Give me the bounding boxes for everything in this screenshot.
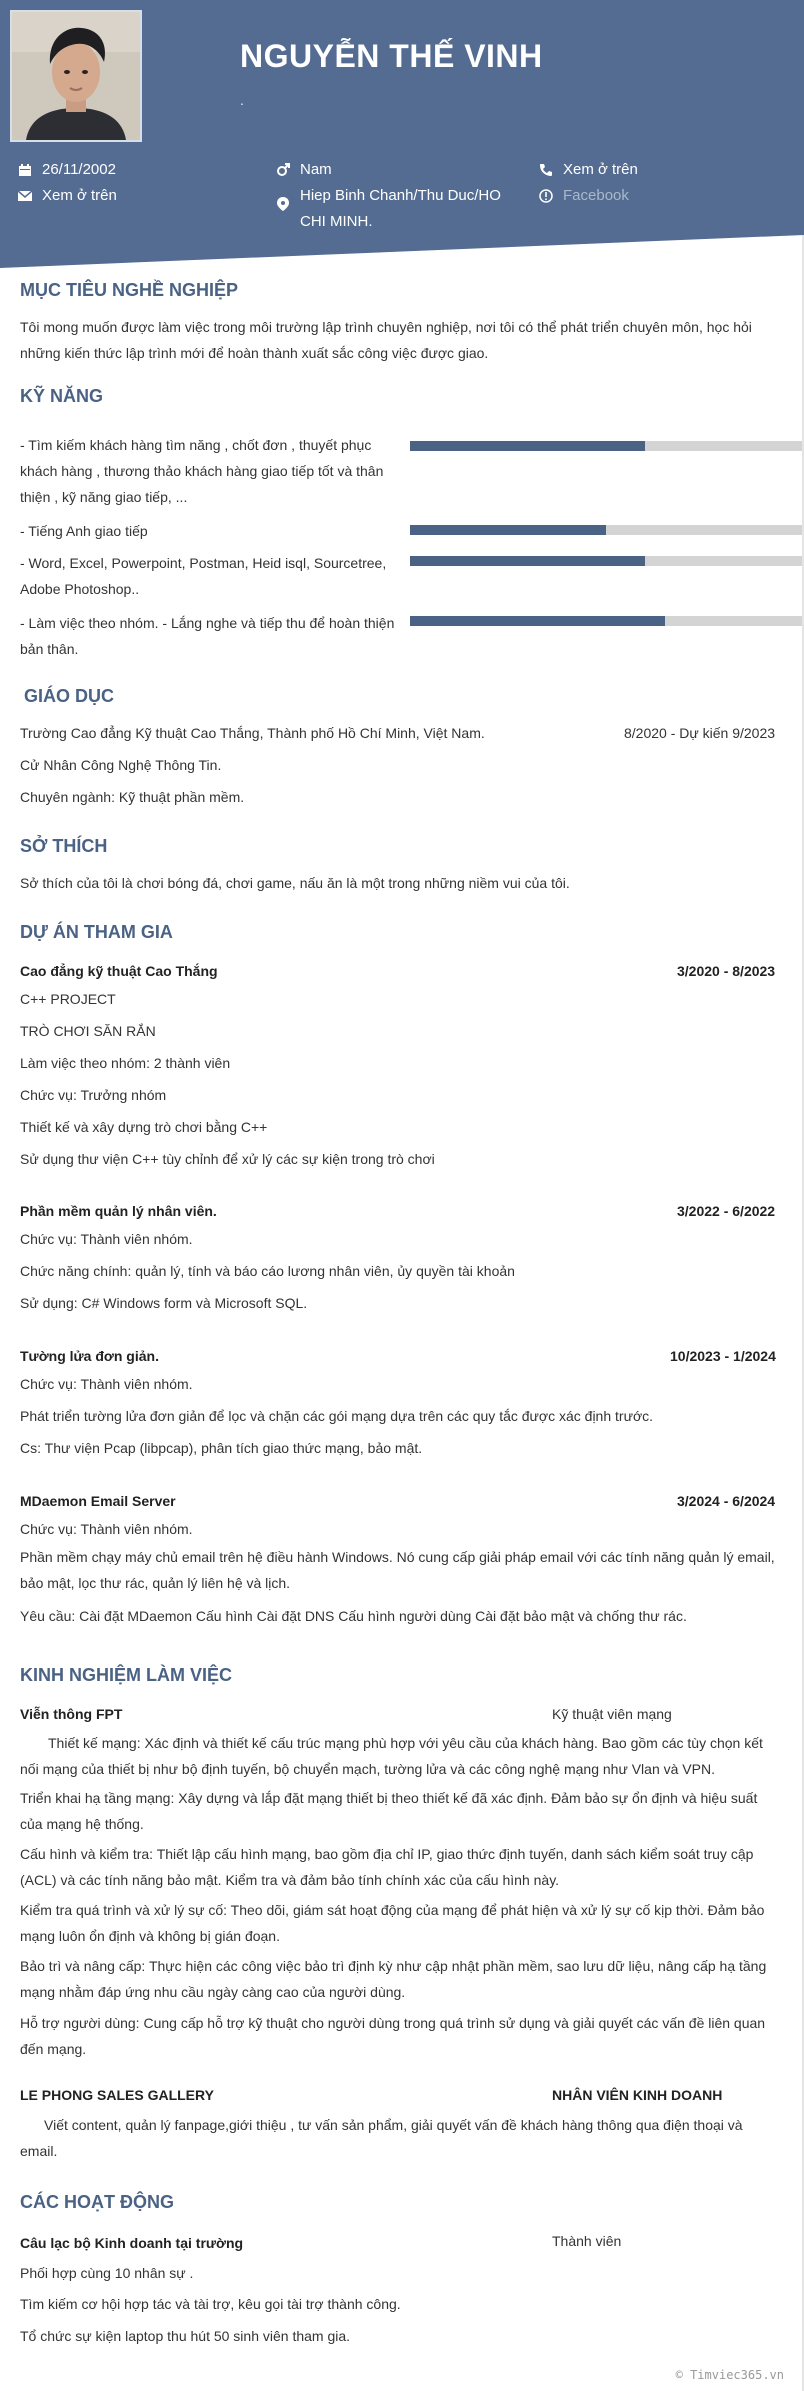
skill-bar-2 [410,525,802,535]
skill-item-3: - Word, Excel, Powerpoint, Postman, Heid isql, Sourcetree, Adobe Photoshop.. [20,555,387,597]
gender-value: Nam [300,161,332,178]
project-4-name: MDaemon Email Server [20,1493,176,1509]
map-pin-icon [276,197,290,211]
address-value: Hiep Binh Chanh/Thu Duc/HO CHI MINH. [300,187,501,230]
project-4-line-1: Chức vụ: Thành viên nhóm. [20,1521,193,1537]
project-3-line-3: Cs: Thư viện Pcap (libpcap), phân tích giao thức mạng, bảo mật. [20,1440,423,1456]
envelope-icon [18,189,32,203]
skill-fill-3 [410,556,645,566]
skill-bar-1 [410,441,802,451]
facebook-link[interactable]: Facebook [563,187,629,204]
experience-title: KINH NGHIỆM LÀM VIỆC [20,1665,233,1685]
avatar [10,10,142,142]
project-1-line-2: TRÒ CHƠI SĂN RẮN [20,1023,156,1039]
skill-fill-2 [410,525,606,535]
activity-org: Câu lạc bộ Kinh doanh tại trường [20,2235,244,2251]
skill-fill-1 [410,441,645,451]
skill-item-2: - Tiếng Anh giao tiếp [20,523,148,539]
project-4-line-3: Yêu cầu: Cài đặt MDaemon Cấu hình Cài đặt DNS Cấu hình người dùng Cài đặt bảo mật và chống thư rác. [20,1608,687,1624]
experience-1-line-4: Kiểm tra quá trình và xử lý sự cố: Theo dõi, giám sát hoạt động của mạng để phát hiện và xử lý sự cố kịp thời. Đảm bảo mạng luôn ổn định và không bị gián đoạn. [20,1902,765,1944]
skills-title: KỸ NĂNG [20,386,104,406]
project-2-period: 3/2022 - 6/2022 [677,1203,776,1219]
project-1-line-4: Chức vụ: Trưởng nhóm [20,1087,167,1103]
project-4-period: 3/2024 - 6/2024 [677,1493,776,1509]
experience-1-line-3: Cấu hình và kiểm tra: Thiết lập cấu hình mạng, bao gồm địa chỉ IP, giao thức định tuyến, danh sách kiểm soát truy cập (ACL) và các tính năng bảo mật. Kiểm tra và đảm bảo tính chính xác của cấu hình này. [20,1846,754,1888]
experience-1-line-6: Hỗ trợ người dùng: Cung cấp hỗ trợ kỹ thuật cho người dùng trong quá trình sử dụng và giải quyết các vấn đề liên quan đến mạng. [20,2015,766,2057]
experience-1-line-2: Triển khai hạ tầng mạng: Xây dựng và lắp đặt mạng thiết bị theo thiết kế đã xác định. Đảm bảo sự ổn định và hiệu suất của mạng hệ thống. [20,1790,758,1832]
objective-title: MỤC TIÊU NGHỀ NGHIỆP [20,280,239,300]
project-1-line-5: Thiết kế và xây dựng trò chơi bằng C++ [20,1119,268,1135]
phone-icon [539,163,553,177]
project-2-line-3: Sử dụng: C# Windows form và Microsoft SQL. [20,1295,308,1311]
experience-2-line-1: Viết content, quản lý fanpage,giới thiệu , tư vấn sản phẩm, giải quyết vấn đề khách hàng thông qua điện thoại và email. [20,2117,743,2159]
hobbies-text: Sở thích của tôi là chơi bóng đá, chơi game, nấu ăn là một trong những niềm vui của tôi. [20,875,570,891]
skill-bar-4 [410,616,802,626]
info-icon [539,189,553,203]
email-value[interactable]: Xem ở trên [42,187,117,204]
activity-line-1: Phối hợp cùng 10 nhân sự . [20,2265,194,2281]
education-degree: Cử Nhân Công Nghệ Thông Tin. [20,757,222,773]
cv-header [0,0,804,270]
objective-text: Tôi mong muốn được làm việc trong môi trường lập trình chuyên nghiệp, nơi tôi có thể phát triển chuyên môn, học hỏi những kiến thức lập trình mới để hoàn thành xuất sắc công việc được giao. [20,319,752,361]
calendar-icon [18,163,32,177]
birthday-value: 26/11/2002 [42,161,116,178]
education-title: GIÁO DỤC [24,686,114,706]
project-3-line-2: Phát triển tường lửa đơn giản để lọc và chặn các gói mạng dựa trên các quy tắc được xác định trước. [20,1408,654,1424]
experience-2-position: NHÂN VIÊN KINH DOANH [552,2087,723,2103]
skill-item-1: - Tìm kiếm khách hàng tìm năng , chốt đơn , thuyết phục khách hàng , thương thảo khách hàng giao tiếp tốt và thân thiện , kỹ năng giao tiếp, ... [20,437,384,505]
candidate-tagline: . [240,92,244,108]
project-3-line-1: Chức vụ: Thành viên nhóm. [20,1376,193,1392]
project-1-line-3: Làm việc theo nhóm: 2 thành viên [20,1055,231,1071]
experience-1-company: Viễn thông FPT [20,1706,123,1722]
candidate-name: NGUYỄN THẾ VINH [240,38,543,74]
education-period: 8/2020 - Dự kiến 9/2023 [624,725,776,741]
project-1-line-1: C++ PROJECT [20,991,116,1007]
education-major: Chuyên ngành: Kỹ thuật phần mềm. [20,789,245,805]
project-2-name: Phần mềm quản lý nhân viên. [20,1203,217,1219]
project-2-line-1: Chức vụ: Thành viên nhóm. [20,1231,193,1247]
skill-bar-3 [410,556,802,566]
project-3-name: Tường lửa đơn giản. [20,1348,159,1364]
skill-item-4: - Làm việc theo nhóm. - Lắng nghe và tiếp thu để hoàn thiện bản thân. [20,615,395,657]
phone-value[interactable]: Xem ở trên [563,161,638,178]
experience-1-position: Kỹ thuật viên mạng [552,1706,672,1722]
hobbies-title: SỞ THÍCH [20,836,108,856]
activity-line-2: Tìm kiếm cơ hội hợp tác và tài trợ, kêu gọi tài trợ thành công. [20,2296,401,2312]
project-1-period: 3/2020 - 8/2023 [677,963,776,979]
projects-title: DỰ ÁN THAM GIA [20,922,173,942]
activity-line-3: Tổ chức sự kiện laptop thu hút 50 sinh viên tham gia. [20,2328,351,2344]
project-3-period: 10/2023 - 1/2024 [670,1348,776,1364]
footer-watermark: © Timviec365.vn [675,2368,784,2382]
project-2-line-2: Chức năng chính: quản lý, tính và báo cáo lương nhân viên, ủy quyền tài khoản [20,1263,515,1279]
skill-fill-4 [410,616,665,626]
project-1-line-6: Sử dụng thư viện C++ tùy chỉnh để xử lý các sự kiện trong trò chơi [20,1151,435,1167]
activity-role: Thành viên [552,2233,622,2249]
profile-photo [12,12,140,140]
project-1-name: Cao đẳng kỹ thuật Cao Thắng [20,963,218,979]
education-school: Trường Cao đẳng Kỹ thuật Cao Thắng, Thành phố Hồ Chí Minh, Việt Nam. [20,725,485,741]
experience-1-line-1: Thiết kế mạng: Xác định và thiết kế cấu trúc mạng phù hợp với yêu cầu của khách hàng. Bao gồm các tùy chọn kết nối mạng của thiết bị như bộ định tuyến, bộ chuyển mạch, tường lửa và các công nghệ mạng như Vlan và VPN. [20,1735,763,1777]
experience-2-company: LE PHONG SALES GALLERY [20,2087,214,2103]
activities-title: CÁC HOẠT ĐỘNG [20,2192,174,2212]
gender-icon [276,163,290,177]
project-4-line-2: Phần mềm chạy máy chủ email trên hệ điều hành Windows. Nó cung cấp giải pháp email với các tính năng quản lý email, bảo mật, lọc thư rác, quản lý liên hệ và lịch. [20,1549,775,1591]
experience-1-line-5: Bảo trì và nâng cấp: Thực hiện các công việc bảo trì định kỳ như cập nhật phần mềm, sao lưu dữ liệu, nâng cấp hạ tầng mạng nhằm đáp ứng nhu cầu ngày càng cao của người dùng. [20,1958,767,2000]
